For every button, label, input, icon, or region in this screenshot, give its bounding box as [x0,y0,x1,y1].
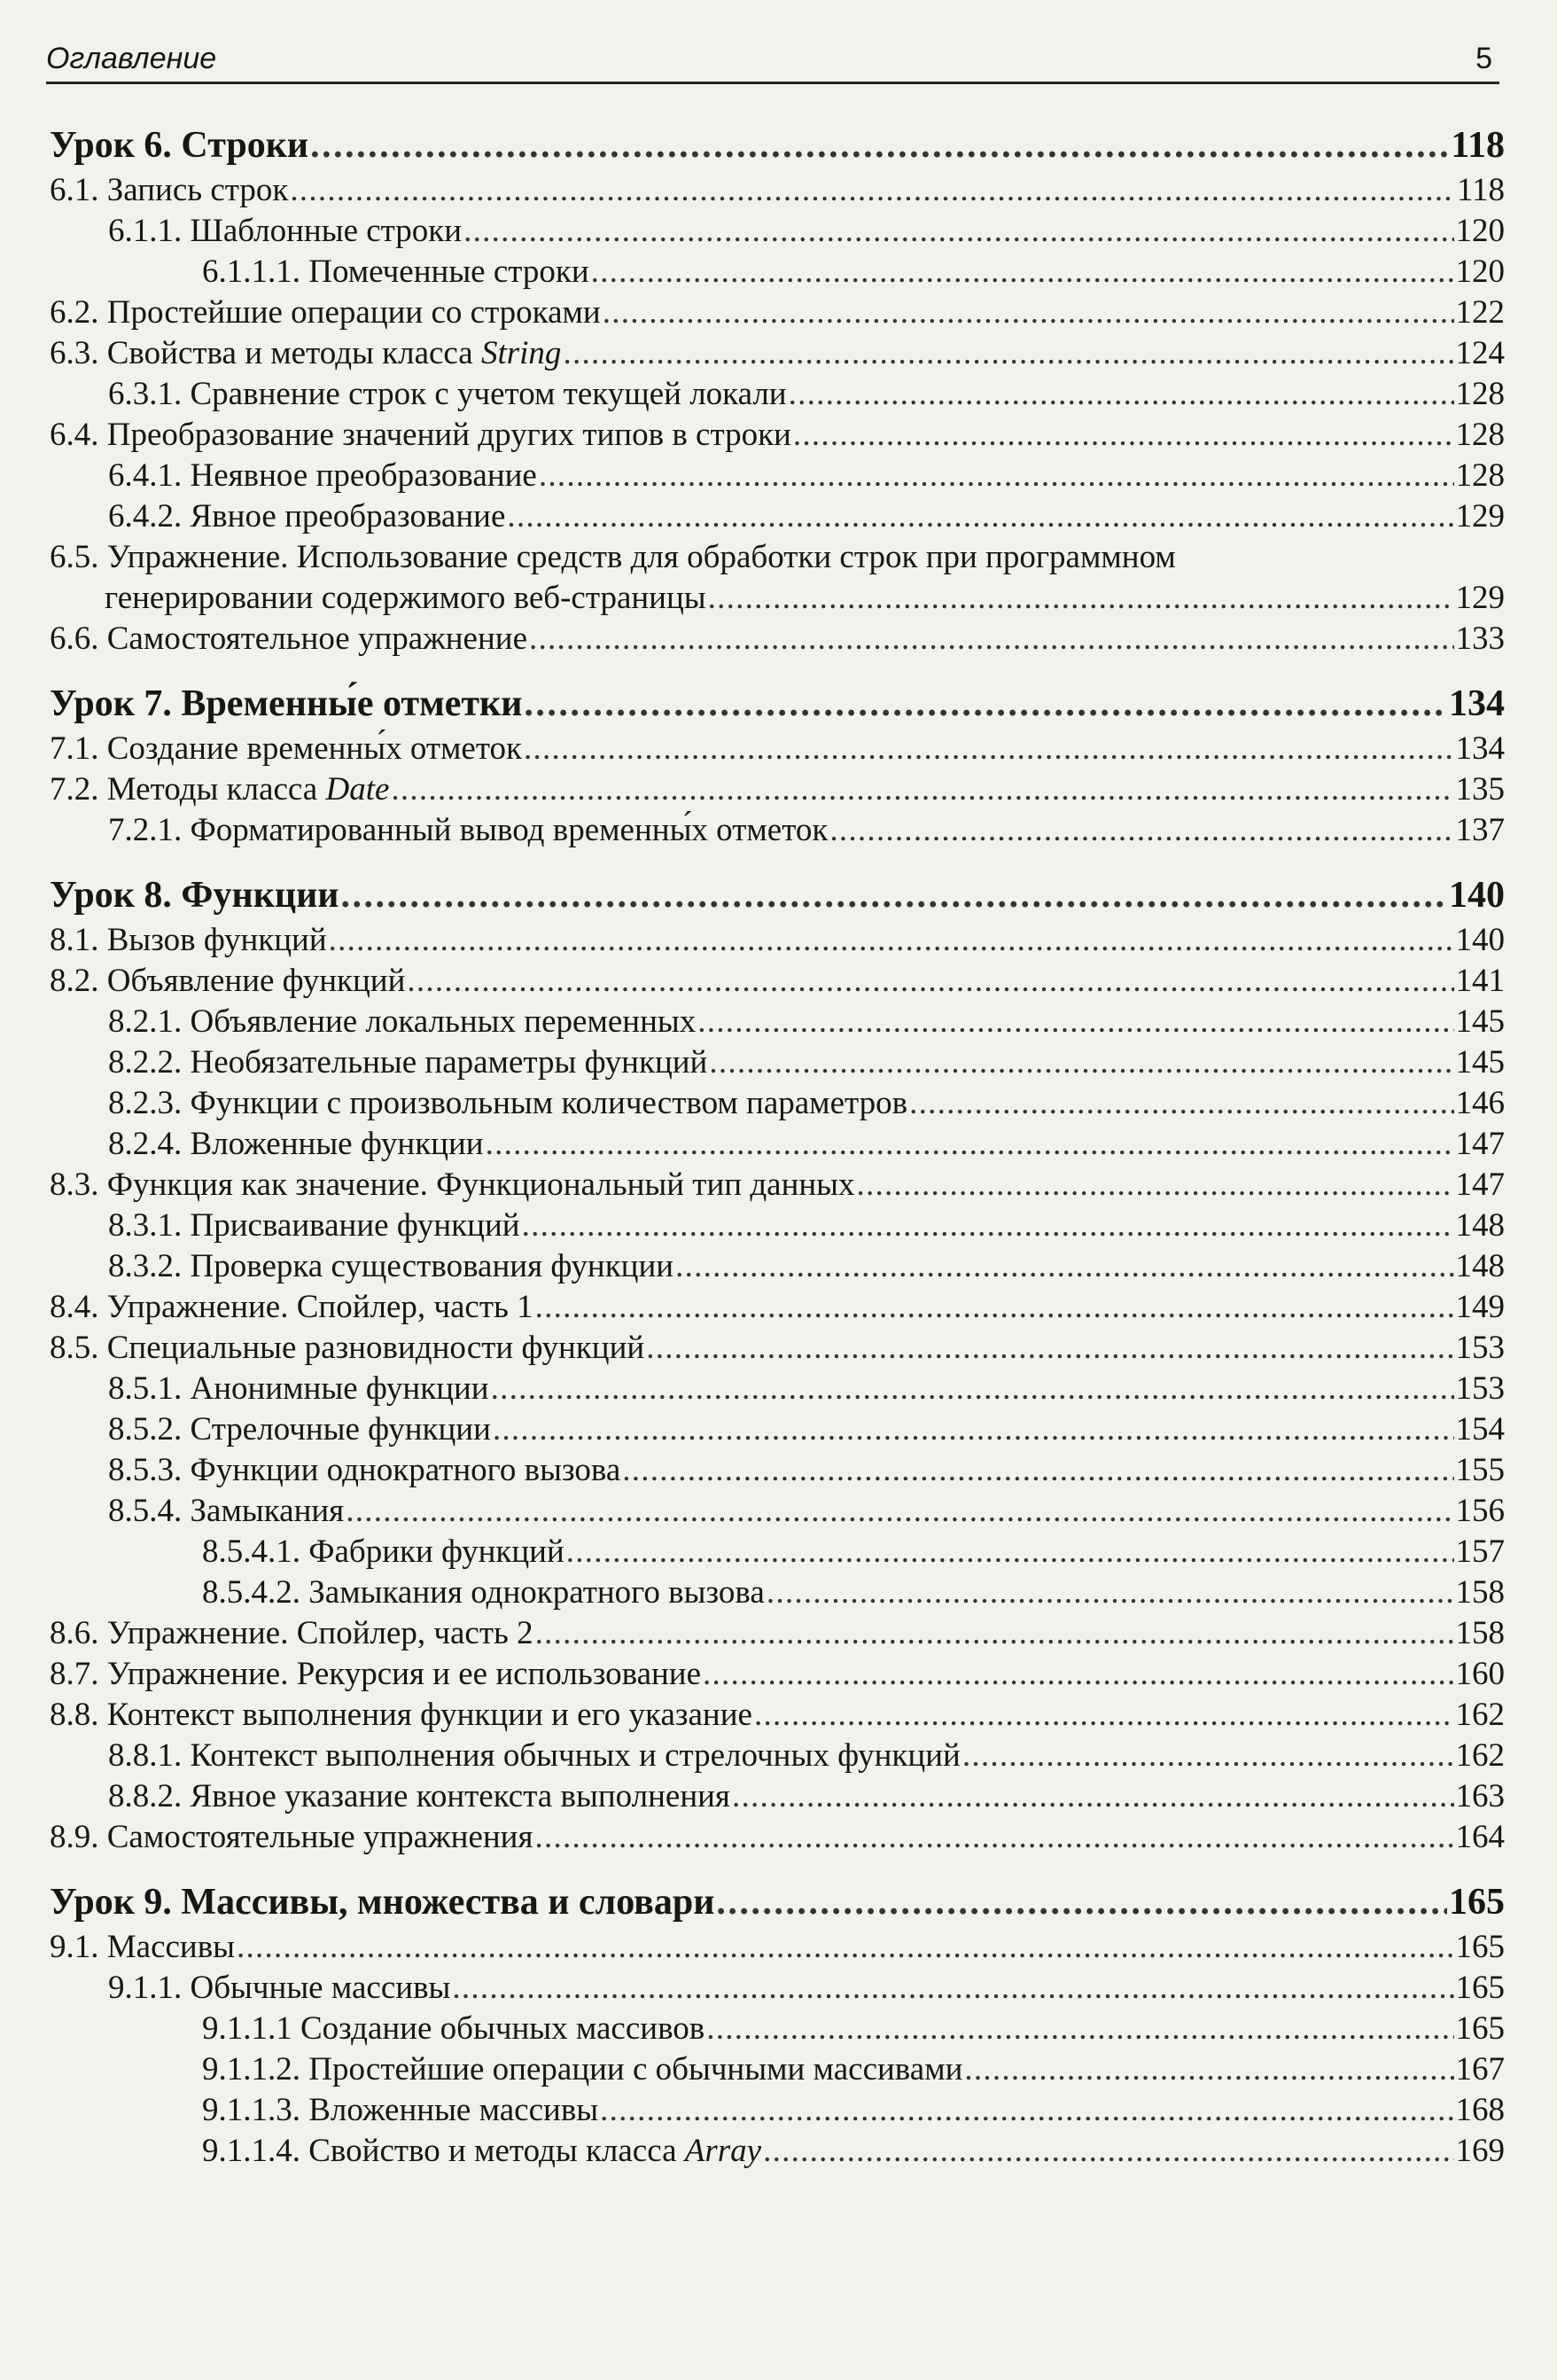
toc-entry-title [50,121,308,170]
dot-leader [793,415,1454,456]
toc-entry-text: 6.4. Преобразование значений других типов в строки [50,417,791,453]
toc-entry-text: 7.2.1. Форматированный вывод временны́х отметок [108,812,829,848]
toc-entry [50,1083,1505,1124]
toc-entry-title [50,537,1176,578]
toc-entry [50,496,1505,537]
toc-page-number: 134 [1449,683,1505,724]
toc-entry [50,1124,1505,1165]
toc-page-number: 129 [1455,580,1505,616]
toc-entry-text: 8.3. Функция как значение. Функциональный тип данных [50,1167,855,1203]
dot-leader [566,1532,1454,1572]
toc-entry-text: 8.5. Специальные разновидности функций [50,1330,645,1366]
toc-page-number: 140 [1455,922,1505,958]
toc-page-number: 122 [1455,294,1505,331]
toc-page-number: 167 [1455,2051,1505,2087]
toc-entry-title [50,920,327,961]
dot-leader [535,1613,1454,1654]
toc-entry-text: 6.5. Упражнение. Использование средств для обработки строк при программном [50,539,1176,575]
toc-entry-text: 6.1.1. Шаблонные строки [108,213,463,249]
toc-entry-title [202,2131,761,2172]
dot-leader [522,1206,1454,1246]
toc-page-number: 120 [1455,213,1505,249]
dot-leader [603,293,1454,333]
header-title: Оглавление [46,42,217,75]
toc-entry-title [108,211,462,252]
toc-entry [50,170,1505,211]
toc-entry [50,1776,1505,1817]
toc-entry-title [105,578,706,619]
toc-entry-title [202,252,589,293]
dot-leader [539,456,1454,496]
dot-leader [524,679,1447,729]
dot-leader [341,870,1447,920]
toc-entry-title [108,1491,344,1532]
dot-leader [329,920,1454,961]
toc-entry-title [50,1654,701,1695]
toc-page-number: 118 [1456,172,1505,208]
toc-entry [50,2131,1505,2172]
toc-entry-title [50,1877,714,1927]
toc-chapter [50,870,1505,920]
toc-entry-title [50,769,389,810]
toc-entry-text: 9.1.1.3. Вложенные массивы [202,2092,599,2128]
toc-entry-title [202,1572,765,1613]
toc-page-number: 148 [1455,1207,1505,1244]
dot-leader [697,1002,1453,1042]
dot-leader [675,1246,1453,1287]
toc-entry [50,1002,1505,1042]
dot-leader [486,1124,1454,1165]
toc-entry-title [50,1287,533,1328]
dot-leader [829,810,1453,851]
toc-page-number: 162 [1455,1697,1505,1733]
toc-entry-title [108,1736,961,1776]
toc-page-number: 128 [1455,376,1505,412]
toc-entry-title [50,1817,533,1858]
dot-leader [962,1736,1454,1776]
toc-entry-text: генерировании содержимого веб-страницы [105,580,706,616]
toc-entry [50,1450,1505,1491]
toc-entry-text: 8.2.3. Функции с произвольным количеством параметров [108,1085,908,1121]
toc-entry [50,2090,1505,2131]
toc-entry [50,1042,1505,1083]
toc-entry-title [202,1532,564,1572]
toc-page-number: 145 [1455,1003,1505,1040]
toc-page-number: 153 [1455,1330,1505,1366]
header-page-number: 5 [1475,42,1492,75]
toc-entry-text: 8.3.1. Присваивание функций [108,1207,520,1244]
toc-entry [50,1165,1505,1206]
toc-entry-text: 7.1. Создание временны́х отметок [50,730,523,767]
toc-entry [50,729,1505,769]
toc-entry-title [108,1124,484,1165]
dot-leader [857,1165,1454,1206]
toc-entry-text: 8.5.4.2. Замыкания однократного вызова [202,1574,765,1611]
toc-page-number: 147 [1455,1126,1505,1162]
toc-entry [50,1491,1505,1532]
toc-page-number: 165 [1455,1929,1505,1965]
dot-leader [646,1328,1453,1369]
toc-page-number: 120 [1455,254,1505,290]
toc-entry [50,961,1505,1002]
toc-entry-text: 6.1. Запись строк [50,172,289,208]
toc-entry-title [108,1083,907,1124]
toc-entry-text: 8.3.2. Проверка существования функции [108,1248,674,1284]
toc-entry-title [108,1409,491,1450]
toc-entry-title [108,1776,730,1817]
toc-entry [50,374,1505,415]
toc-entry-title [108,1968,450,2009]
toc-entry-text: 8.5.4.1. Фабрики функций [202,1533,564,1570]
toc-entry-title [50,1927,235,1968]
toc-page-number: 156 [1455,1493,1505,1529]
toc-entry-title [108,1369,489,1409]
toc-page-number: 149 [1455,1289,1505,1325]
dot-leader [452,1968,1453,2009]
toc-entry [50,1246,1505,1287]
toc-entry-text: 8.5.1. Анонимные функции [108,1370,489,1407]
toc-entry-text: Урок 7. Временны́е отметки [50,683,523,724]
dot-leader [529,619,1454,659]
toc-entry-text: 8.8.1. Контекст выполнения обычных и стрелочных функций [108,1737,961,1774]
toc-entry-text: 8.5.2. Стрелочные функции [108,1411,491,1448]
toc-entry-title [50,1695,752,1736]
toc-page-number: 133 [1455,620,1505,657]
toc-entry-text: 9.1. Массивы [50,1929,236,1965]
toc-page-number: 129 [1455,498,1505,535]
toc-entry-title [50,293,601,333]
toc-entry-text: 8.7. Упражнение. Рекурсия и ее использование [50,1656,702,1692]
toc-entry-text: 8.5.3. Функции однократного вызова [108,1452,621,1488]
dot-leader [535,1817,1454,1858]
toc-entry-title [50,679,522,729]
toc-entry-text: 9.1.1.4. Свойство и методы класса [202,2133,685,2169]
toc-entry [50,1817,1505,1858]
dot-leader [237,1927,1453,1968]
dot-leader [622,1450,1453,1491]
toc-entry [50,1654,1505,1695]
toc-entry [50,1328,1505,1369]
toc-entry [50,1287,1505,1328]
toc-entry-title [50,1328,644,1369]
toc-entry-italic-term: Array [684,2133,762,2169]
toc-entry-title [50,619,527,659]
toc-entry-text: 8.2. Объявление функций [50,963,406,999]
dot-leader [789,374,1454,415]
toc-page-number: 163 [1455,1778,1505,1814]
toc-entry [50,537,1505,578]
toc-entry-title [108,456,537,496]
toc-entry-text: 8.8.2. Явное указание контекста выполнения [108,1778,730,1814]
toc-page-number: 145 [1455,1044,1505,1081]
toc-entry-title [108,496,505,537]
toc-chapter [50,121,1505,170]
toc-page-number: 160 [1455,1656,1505,1692]
dot-leader [754,1695,1454,1736]
toc-chapter [50,679,1505,729]
dot-leader [732,1776,1454,1817]
dot-leader [600,2090,1453,2131]
toc-page-number: 165 [1455,2010,1505,2047]
toc-entry-text: 8.2.2. Необязательные параметры функций [108,1044,708,1081]
dot-leader [763,2131,1453,2172]
toc-entry-text: 8.2.1. Объявление локальных переменных [108,1003,697,1040]
toc-entry-title [202,2049,962,2090]
dot-leader [507,496,1453,537]
dot-leader [563,333,1453,374]
dot-leader [716,1877,1447,1927]
toc-entry [50,211,1505,252]
dot-leader [964,2049,1453,2090]
toc-entry-title [50,333,561,374]
toc-entry-text: 8.6. Упражнение. Спойлер, часть 2 [50,1615,533,1651]
toc-page-number: 162 [1455,1737,1505,1774]
toc-entry-title [50,415,791,456]
toc-entry-text: 9.1.1. Обычные массивы [108,1970,451,2006]
toc-entry-title [108,1450,620,1491]
toc-entry [50,1409,1505,1450]
toc-entry [50,415,1505,456]
toc-entry-italic-term: Date [325,771,390,808]
dot-leader [524,729,1453,769]
toc-entry-title [108,1002,696,1042]
dot-leader [535,1287,1454,1328]
toc-entry [50,1369,1505,1409]
toc-page-number: 124 [1455,335,1505,371]
toc-entry-title [202,2009,705,2049]
toc-entry [50,1736,1505,1776]
toc-entry-italic-term: String [480,335,562,371]
toc-entry [50,333,1505,374]
toc-entry [50,769,1505,810]
toc-entry-text: 8.9. Самостоятельные упражнения [50,1819,533,1855]
toc-page-number: 164 [1455,1819,1505,1855]
toc-entry [50,1613,1505,1654]
dot-leader [493,1409,1454,1450]
dot-leader [708,578,1454,619]
toc-entry-text: 6.1.1.1. Помеченные строки [202,254,589,290]
toc-page-number: 147 [1455,1167,1505,1203]
dot-leader [463,211,1453,252]
toc-entry-text: 6.3.1. Сравнение строк с учетом текущей локали [108,376,787,412]
toc-page-number: 165 [1449,1882,1505,1923]
toc-entry [50,1695,1505,1736]
toc-page-number: 157 [1455,1533,1505,1570]
dot-leader [909,1083,1453,1124]
dot-leader [767,1572,1454,1613]
dot-leader [391,769,1453,810]
toc-page-number: 169 [1455,2133,1505,2169]
toc-page-number: 140 [1449,875,1505,916]
dot-leader [290,170,1454,211]
toc-entry-text: Урок 9. Массивы, множества и словари [50,1882,715,1923]
toc-page-number: 146 [1455,1085,1505,1121]
toc-page-number: 137 [1455,812,1505,848]
toc-entry-title [108,1042,707,1083]
toc-entry-title [108,374,787,415]
toc-entry-title [50,961,405,1002]
toc-entry-text: 8.5.4. Замыкания [108,1493,345,1529]
toc-entry-text: 9.1.1.2. Простейшие операции с обычными массивами [202,2051,963,2087]
toc-entry-text: 6.3. Свойства и методы класса [50,335,481,371]
toc-entry [50,1927,1505,1968]
toc-entry [50,2049,1505,2090]
toc-entry-title [108,1246,673,1287]
toc-chapter [50,1877,1505,1927]
toc-page-number: 135 [1455,771,1505,808]
toc-entry [50,252,1505,293]
toc-entry-title [50,870,339,920]
toc-page-number: 154 [1455,1411,1505,1448]
toc-entry-text: 6.4.2. Явное преобразование [108,498,506,535]
toc-page-number: 128 [1455,417,1505,453]
toc-entry [50,1968,1505,2009]
toc-entry-title [50,729,522,769]
toc-entry-text: 7.2. Методы класса [50,771,326,808]
toc-entry [50,1572,1505,1613]
toc-page-number: 134 [1455,730,1505,767]
toc-entry-title [50,170,288,211]
dot-leader [346,1491,1453,1532]
toc-entry-text: 6.6. Самостоятельное упражнение [50,620,527,657]
running-header [46,35,1499,84]
toc-entry-title [202,2090,598,2131]
toc-entry [50,920,1505,961]
toc-page-number: 165 [1455,1970,1505,2006]
toc-entry-text: 8.2.4. Вложенные функции [108,1126,484,1162]
toc-entry [50,1532,1505,1572]
toc-entry-text: 6.4.1. Неявное преобразование [108,457,537,494]
toc-entry-title [50,1165,855,1206]
dot-leader [407,961,1453,1002]
toc-entry-text: 8.8. Контекст выполнения функции и его указание [50,1697,752,1733]
toc-page-number: 141 [1455,963,1505,999]
toc-page-number: 153 [1455,1370,1505,1407]
toc-entry-text: 6.2. Простейшие операции со строками [50,294,601,331]
toc-entry-text: Урок 8. Функции [50,875,339,916]
toc-page-number: 168 [1455,2092,1505,2128]
dot-leader [706,2009,1453,2049]
toc-entry-title [108,1206,520,1246]
toc-page-number: 118 [1451,125,1505,166]
toc-entry [50,810,1505,851]
toc-entry [50,456,1505,496]
toc-entry-text: 8.1. Вызов функций [50,922,327,958]
toc-entry-title [50,1613,533,1654]
toc-page-number: 158 [1455,1615,1505,1651]
toc-entry [50,578,1505,619]
toc-entry-text: 8.4. Упражнение. Спойлер, часть 1 [50,1289,533,1325]
toc-page-number: 128 [1455,457,1505,494]
toc-entry [50,293,1505,333]
toc-entry-text: Урок 6. Строки [50,125,309,166]
toc-entry [50,619,1505,659]
toc-page-number: 155 [1455,1452,1505,1488]
toc-entry-title [108,810,828,851]
dot-leader [310,121,1449,170]
dot-leader [591,252,1454,293]
toc-entry-text: 9.1.1.1 Создание обычных массивов [202,2010,705,2047]
toc-entry [50,2009,1505,2049]
toc-page-number: 148 [1455,1248,1505,1284]
dot-leader [491,1369,1454,1409]
dot-leader [703,1654,1453,1695]
dot-leader [709,1042,1453,1083]
toc-entry [50,1206,1505,1246]
toc-page-number: 158 [1455,1574,1505,1611]
table-of-contents [50,121,1505,2172]
